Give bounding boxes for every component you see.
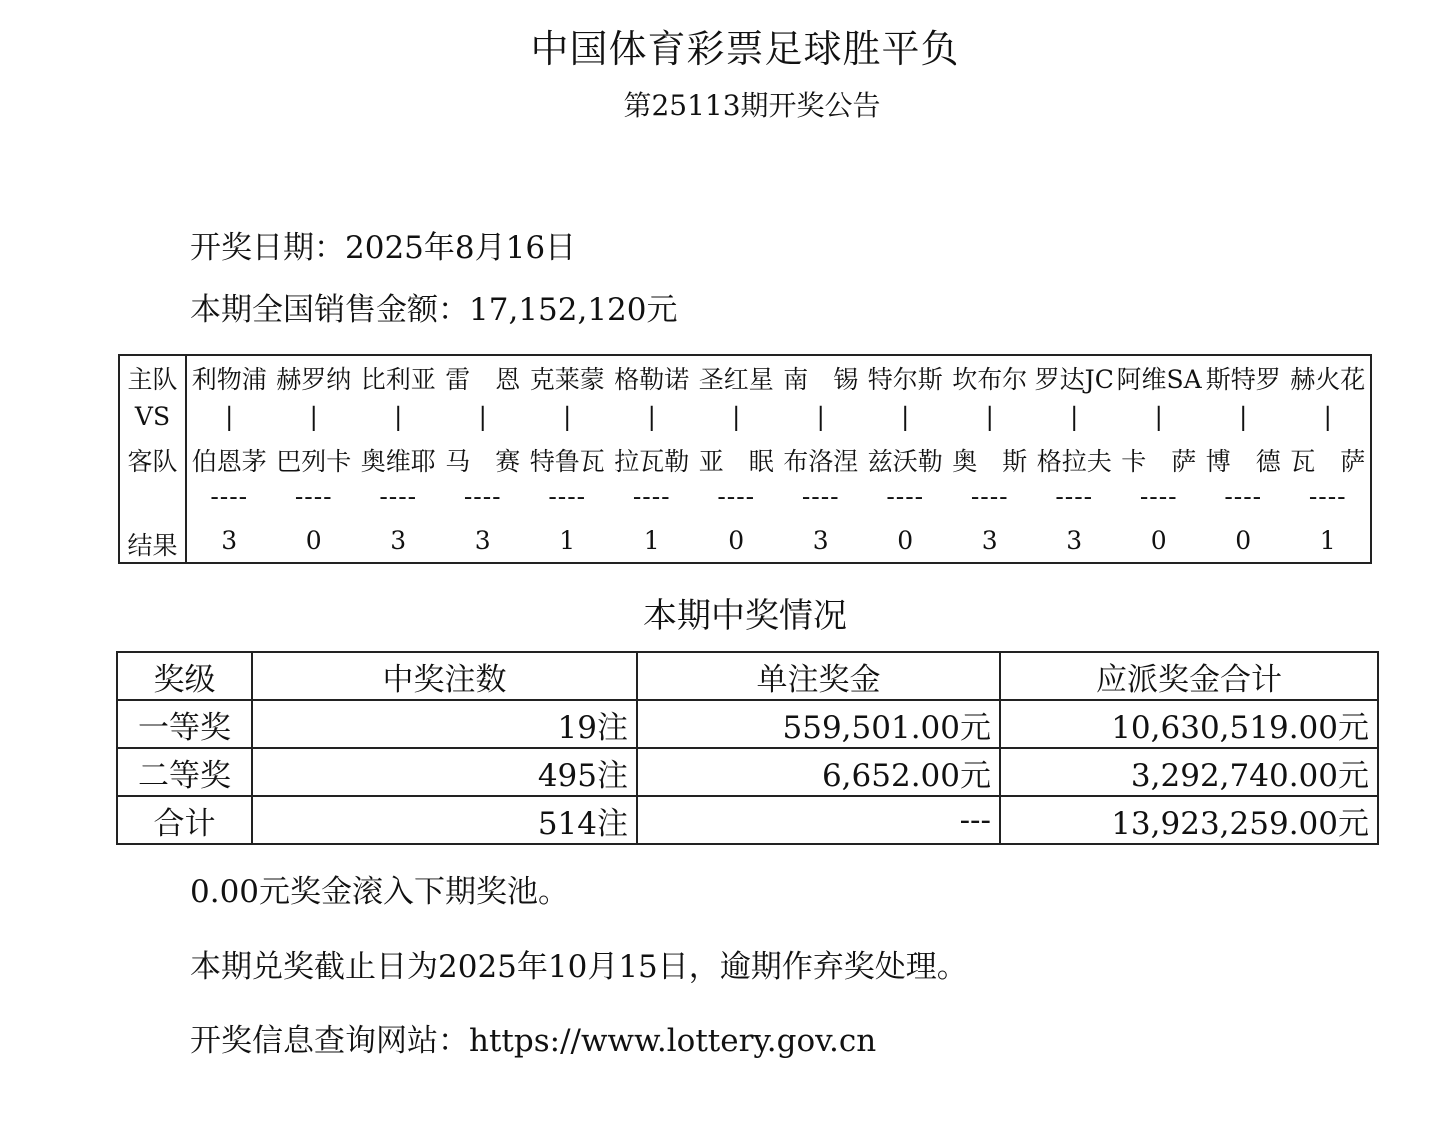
sales-amount: 本期全国销售金额：17,152,120元 — [190, 292, 678, 328]
match-column — [356, 356, 441, 562]
home-team: 赫火花 — [1290, 365, 1366, 394]
away-team: 布洛涅 — [783, 447, 859, 476]
home-team: 比利亚 — [360, 365, 436, 394]
home-team: 雷 恩 — [445, 365, 521, 394]
vs-mark: | — [1323, 402, 1332, 431]
match-column — [187, 356, 272, 562]
dash-separator: ---- — [548, 482, 587, 511]
away-team: 奥维耶 — [360, 447, 436, 476]
dash-separator: ---- — [210, 482, 249, 511]
deadline-note: 本期兑奖截止日为2025年10月15日，逾期作弃奖处理。 — [190, 949, 968, 985]
vs-mark: | — [732, 402, 741, 431]
home-team: 特尔斯 — [867, 365, 943, 394]
dash-separator: ---- — [632, 482, 671, 511]
label-vs: VS — [134, 402, 171, 431]
match-result: 1 — [643, 526, 660, 555]
vs-mark: | — [394, 402, 403, 431]
dash-separator: ---- — [1055, 482, 1094, 511]
winner-count: 514注 — [252, 796, 637, 844]
match-column — [1201, 356, 1286, 562]
dash-separator: ---- — [970, 482, 1009, 511]
match-result: 3 — [981, 526, 998, 555]
dash-separator: ---- — [801, 482, 840, 511]
prize-level: 合计 — [117, 796, 252, 844]
vs-mark: | — [478, 402, 487, 431]
away-team: 拉瓦勒 — [614, 447, 690, 476]
away-team: 奥 斯 — [952, 447, 1028, 476]
match-column — [1032, 356, 1117, 562]
match-table — [118, 354, 1372, 564]
header-total: 应派奖金合计 — [1000, 652, 1378, 700]
match-column — [610, 356, 695, 562]
home-team: 南 锡 — [783, 365, 859, 394]
prize-level: 二等奖 — [117, 748, 252, 796]
home-team: 罗达JC — [1034, 365, 1114, 394]
match-result: 0 — [897, 526, 914, 555]
dash-separator: ---- — [463, 482, 502, 511]
match-result: 3 — [812, 526, 829, 555]
match-column — [525, 356, 610, 562]
match-result: 1 — [559, 526, 576, 555]
match-table-labels — [120, 356, 187, 562]
match-column — [779, 356, 864, 562]
away-team: 卡 萨 — [1121, 447, 1197, 476]
home-team: 利物浦 — [191, 365, 267, 394]
vs-mark: | — [816, 402, 825, 431]
total-prize: 10,630,519.00元 — [1000, 700, 1378, 748]
match-column — [948, 356, 1033, 562]
per-bet-prize: 6,652.00元 — [637, 748, 1000, 796]
winner-count: 19注 — [252, 700, 637, 748]
prize-section-title: 本期中奖情况 — [643, 596, 847, 636]
label-result: 结果 — [127, 531, 178, 560]
dash-separator: ---- — [1224, 482, 1263, 511]
home-team: 阿维SA — [1116, 365, 1202, 394]
vs-mark: | — [225, 402, 234, 431]
per-bet-prize: 559,501.00元 — [637, 700, 1000, 748]
dash-separator: ---- — [379, 482, 418, 511]
home-team: 圣红星 — [698, 365, 774, 394]
vs-mark: | — [309, 402, 318, 431]
match-result: 3 — [474, 526, 491, 555]
vs-mark: | — [901, 402, 910, 431]
dash-separator: ---- — [1139, 482, 1178, 511]
away-team: 特鲁瓦 — [529, 447, 605, 476]
match-column — [1286, 356, 1371, 562]
total-prize: 13,923,259.00元 — [1000, 796, 1378, 844]
match-column — [863, 356, 948, 562]
match-column — [1117, 356, 1202, 562]
match-result: 1 — [1319, 526, 1336, 555]
match-result: 3 — [1066, 526, 1083, 555]
page-subtitle: 第25113期开奖公告 — [623, 89, 881, 122]
label-home: 主队 — [127, 365, 178, 394]
match-result: 3 — [390, 526, 407, 555]
total-prize: 3,292,740.00元 — [1000, 748, 1378, 796]
per-bet-prize: --- — [637, 796, 1000, 844]
table-row — [117, 796, 1378, 844]
match-result: 0 — [305, 526, 322, 555]
away-team: 马 赛 — [445, 447, 521, 476]
away-team: 兹沃勒 — [867, 447, 943, 476]
dash-separator: ---- — [1308, 482, 1347, 511]
dash-separator: ---- — [886, 482, 925, 511]
vs-mark: | — [563, 402, 572, 431]
home-team: 斯特罗 — [1205, 365, 1281, 394]
dash-separator: ---- — [717, 482, 756, 511]
away-team: 伯恩茅 — [191, 447, 267, 476]
vs-mark: | — [647, 402, 656, 431]
match-result: 3 — [221, 526, 238, 555]
match-result: 0 — [728, 526, 745, 555]
label-away: 客队 — [127, 447, 178, 476]
website-note: 开奖信息查询网站：https://www.lottery.gov.cn — [190, 1023, 877, 1059]
away-team: 瓦 萨 — [1290, 447, 1366, 476]
prize-level: 一等奖 — [117, 700, 252, 748]
draw-date: 开奖日期：2025年8月16日 — [190, 230, 577, 266]
home-team: 克莱蒙 — [529, 365, 605, 394]
rollover-note: 0.00元奖金滚入下期奖池。 — [190, 874, 570, 910]
winner-count: 495注 — [252, 748, 637, 796]
away-team: 巴列卡 — [276, 447, 352, 476]
page-title: 中国体育彩票足球胜平负 — [530, 27, 960, 71]
match-column — [694, 356, 779, 562]
match-column — [441, 356, 526, 562]
match-column — [272, 356, 357, 562]
match-result: 0 — [1150, 526, 1167, 555]
home-team: 格勒诺 — [614, 365, 690, 394]
vs-mark: | — [1239, 402, 1248, 431]
header-count: 中奖注数 — [252, 652, 637, 700]
away-team: 亚 眠 — [698, 447, 774, 476]
vs-mark: | — [985, 402, 994, 431]
vs-mark: | — [1070, 402, 1079, 431]
header-level: 奖级 — [117, 652, 252, 700]
prize-table-header — [117, 652, 1378, 700]
table-row — [117, 700, 1378, 748]
dash-separator: ---- — [294, 482, 333, 511]
table-row — [117, 748, 1378, 796]
vs-mark: | — [1154, 402, 1163, 431]
match-result: 0 — [1235, 526, 1252, 555]
home-team: 赫罗纳 — [276, 365, 352, 394]
header-per-bet: 单注奖金 — [637, 652, 1000, 700]
home-team: 坎布尔 — [952, 365, 1028, 394]
away-team: 格拉夫 — [1036, 447, 1112, 476]
away-team: 博 德 — [1205, 447, 1281, 476]
prize-table — [116, 651, 1379, 845]
